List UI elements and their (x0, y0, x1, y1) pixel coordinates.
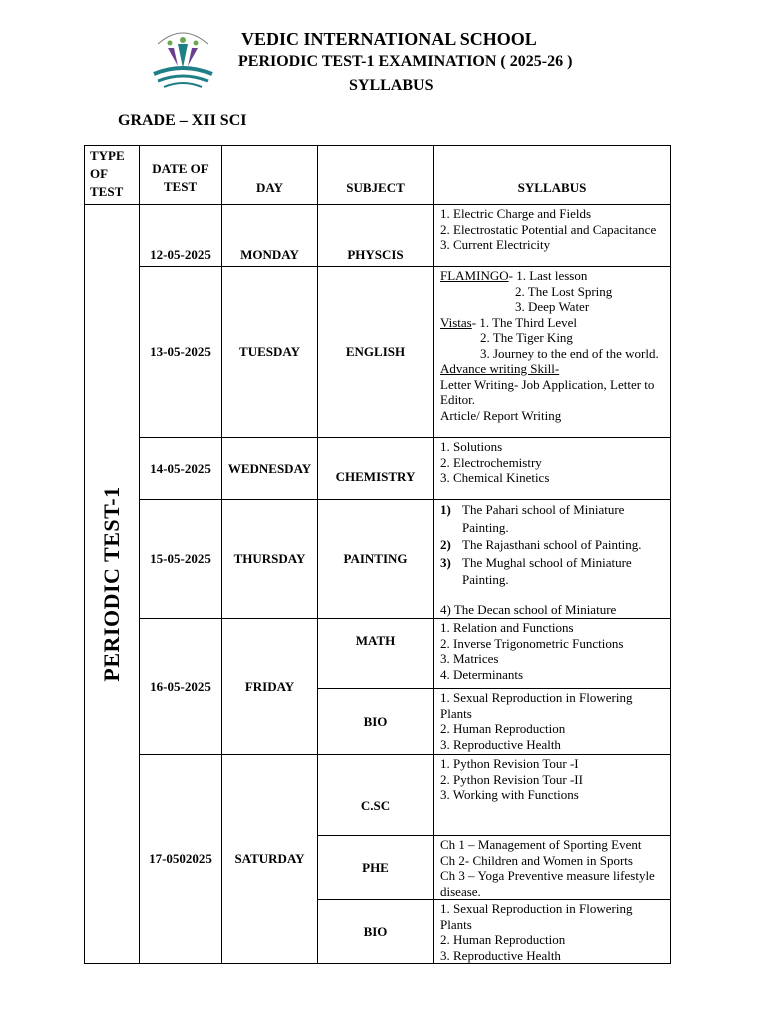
header-subject: SUBJECT (318, 146, 434, 205)
syllabus-cell (434, 836, 671, 900)
syllabus-cell (434, 267, 671, 438)
test-type-label: PERIODIC TEST-1 (99, 486, 124, 682)
syllabus-item: Ch 3 – Yoga Preventive measure lifestyle disease. (440, 868, 655, 899)
syllabus-item: 2. Human Reproduction (440, 932, 566, 947)
syllabus-cell (434, 619, 671, 689)
syllabus-item: 1. Solutions (440, 439, 503, 454)
syllabus-item: 1. Electric Charge and Fields (440, 206, 592, 221)
date-cell: 14-05-2025 (140, 438, 222, 500)
date-cell: 17-0502025 (140, 755, 222, 964)
subject-cell: ENGLISH (318, 267, 434, 438)
syllabus-item: 1) The Pahari school of Miniature Painting. (440, 502, 625, 535)
document-title: SYLLABUS (349, 77, 434, 94)
syllabus-item: 3. Current Electricity (440, 237, 551, 252)
table-row (85, 438, 671, 500)
grade-label: GRADE – XII SCI (118, 112, 247, 129)
writing-heading: Advance writing Skill- (440, 361, 560, 376)
syllabus-item: 3. Reproductive Health (440, 947, 561, 963)
syllabus-item: 3. Journey to the end of the world. (480, 345, 659, 361)
date-cell: 16-05-2025 (140, 619, 222, 755)
syllabus-item: - 1. Last lesson (508, 268, 588, 283)
syllabus-cell (434, 689, 671, 755)
syllabus-cell (434, 900, 671, 964)
table-row (85, 619, 671, 689)
syllabus-item: 3) The Mughal school of Miniature Painting. (440, 554, 632, 587)
syllabus-item: 1. Relation and Functions (440, 620, 574, 635)
subject-cell: C.SC (318, 755, 434, 836)
school-logo (148, 26, 218, 96)
test-type-cell (85, 205, 140, 964)
syllabus-item: 2. The Tiger King (480, 330, 573, 345)
syllabus-item: Ch 2- Children and Women in Sports (440, 852, 633, 868)
date-cell: 15-05-2025 (140, 500, 222, 619)
school-name: VEDIC INTERNATIONAL SCHOOL (241, 29, 537, 49)
date-cell: 12-05-2025 (140, 205, 222, 267)
syllabus-item: 4) The Decan school of Miniature (440, 601, 617, 617)
day-cell: WEDNESDAY (222, 438, 318, 500)
syllabus-item: 2. Human Reproduction (440, 721, 566, 736)
subject-cell: PHYSCIS (318, 205, 434, 267)
header-type-of-test: TYPE OF TEST (85, 146, 140, 205)
syllabus-item: 2. Inverse Trigonometric Functions (440, 635, 624, 651)
subject-cell: MATH (318, 619, 434, 689)
syllabus-item: 3. Matrices (440, 651, 499, 666)
day-cell: THURSDAY (222, 500, 318, 619)
table-row (85, 267, 671, 438)
table-row (85, 205, 671, 267)
table-row (85, 500, 671, 619)
syllabus-item: 2. Python Revision Tour -II (440, 771, 583, 787)
header-day: DAY (222, 146, 318, 205)
syllabus-item: 1. Sexual Reproduction in Flowering Plants (440, 690, 633, 721)
subject-cell: BIO (318, 689, 434, 755)
syllabus-cell (434, 205, 671, 267)
day-cell: FRIDAY (222, 619, 318, 755)
syllabus-item: 2) The Rajasthani school of Painting. (440, 537, 642, 552)
header-date-of-test: DATE OF TEST (140, 146, 222, 205)
syllabus-item: 1. Sexual Reproduction in Flowering Plants (440, 901, 633, 932)
table-row (85, 755, 671, 836)
syllabus-item: 2. Electrochemistry (440, 454, 542, 470)
syllabus-item: 3. Deep Water (515, 299, 590, 314)
syllabus-cell (434, 755, 671, 836)
subject-cell: BIO (318, 900, 434, 964)
day-cell: MONDAY (222, 205, 318, 267)
syllabus-item: Letter Writing- Job Application, Letter to Editor. (440, 376, 655, 407)
exam-title: PERIODIC TEST-1 EXAMINATION ( 2025-26 ) (238, 53, 573, 70)
subject-cell: CHEMISTRY (318, 438, 434, 500)
syllabus-item: 1. Python Revision Tour -I (440, 756, 579, 771)
syllabus-item: 2. Electrostatic Potential and Capacitance (440, 221, 657, 237)
day-cell: SATURDAY (222, 755, 318, 964)
vistas-heading: Vistas (440, 314, 472, 330)
table-header-row (85, 146, 671, 205)
syllabus-item: 3. Reproductive Health (440, 736, 561, 752)
day-cell: TUESDAY (222, 267, 318, 438)
subject-cell: PAINTING (318, 500, 434, 619)
syllabus-item: Article/ Report Writing (440, 407, 562, 423)
subject-cell: PHE (318, 836, 434, 900)
syllabus-item: - 1. The Third Level (471, 314, 578, 330)
syllabus-cell (434, 500, 671, 619)
header-syllabus: SYLLABUS (434, 146, 671, 205)
syllabus-item: 2. The Lost Spring (515, 283, 613, 299)
date-cell: 13-05-2025 (140, 267, 222, 438)
syllabus-item: 3. Working with Functions (440, 787, 579, 802)
syllabus-item: 4. Determinants (440, 666, 524, 682)
flamingo-heading: FLAMINGO (440, 268, 509, 283)
syllabus-table (84, 145, 671, 964)
syllabus-item: 3. Chemical Kinetics (440, 470, 550, 485)
syllabus-item: Ch 1 – Management of Sporting Event (440, 837, 642, 852)
syllabus-cell (434, 438, 671, 500)
